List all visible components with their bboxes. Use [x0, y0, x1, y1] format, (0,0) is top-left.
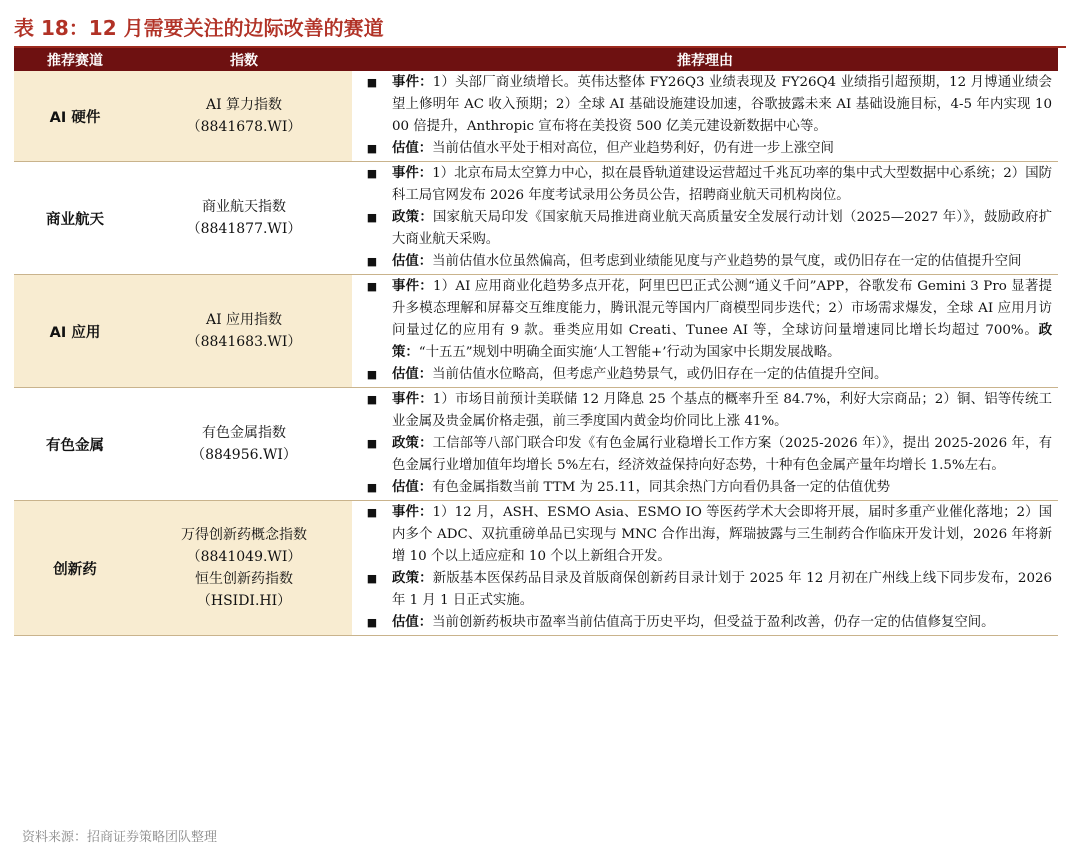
- bullet-text: 国家航天局印发《国家航天局推进商业航天高质量安全发展行动计划（2025—2027 年）》，鼓励政府扩大商业航天采购。: [392, 210, 1052, 247]
- square-bullet-icon: ■: [366, 393, 378, 406]
- sector-name: 创新药: [14, 501, 136, 636]
- reason-bullet: [352, 138, 1052, 160]
- index-code: （8841049.WI）: [186, 549, 302, 565]
- square-bullet-icon: ■: [366, 437, 378, 450]
- bullet-label: 估值：: [392, 615, 433, 630]
- square-bullet-icon: ■: [366, 211, 378, 224]
- square-bullet-icon: ■: [366, 280, 378, 293]
- reason-bullet: [352, 477, 1052, 499]
- table-row: [14, 388, 1058, 501]
- square-bullet-icon: ■: [366, 76, 378, 89]
- reason-cell: [352, 275, 1058, 388]
- table-row: [14, 162, 1058, 275]
- bullet-label: 估值：: [392, 254, 433, 269]
- bullet-text: 当前估值水平处于相对高位，但产业趋势利好，仍有进一步上涨空间: [432, 141, 834, 156]
- index-code: （8841678.WI）: [186, 119, 302, 135]
- sector-name: 商业航天: [14, 162, 136, 275]
- bullet-label: 估值：: [392, 367, 433, 382]
- index-name: 有色金属指数: [202, 425, 286, 441]
- index-name: 万得创新药概念指数: [181, 527, 307, 543]
- bullet-label: 事件：: [392, 392, 433, 407]
- index-cell: [136, 275, 352, 388]
- bullet-text: 工信部等八部门联合印发《有色金属行业稳增长工作方案（2025-2026 年）》，提出 2025-2026 年，有色金属行业增加值年均增长 5%左右，经济效益保持向好态势，十种有色金属产量年均增长 1.5%左右。: [392, 436, 1052, 473]
- bullet-label: 政策：: [392, 436, 433, 451]
- header-reason: 推荐理由: [352, 48, 1058, 71]
- reason-bullet: [352, 433, 1052, 477]
- bullet-label: 政策：: [392, 571, 433, 586]
- square-bullet-icon: ■: [366, 142, 378, 155]
- reason-bullet: [352, 72, 1052, 138]
- reason-bullet: [352, 389, 1052, 433]
- sector-name: AI 硬件: [14, 71, 136, 162]
- bullet-text: 当前创新药板块市盈率当前估值高于历史平均，但受益于盈利改善，仍存一定的估值修复空间。: [432, 615, 995, 630]
- index-cell: [136, 388, 352, 501]
- source-note: 资料来源：招商证券策略团队整理: [22, 830, 218, 845]
- index-cell: [136, 501, 352, 636]
- bullet-text: 当前估值水位虽然偏高，但考虑到业绩能见度与产业趋势的景气度，或仍旧存在一定的估值提升空间: [432, 254, 1022, 269]
- bullet-label: 事件：: [392, 75, 433, 90]
- square-bullet-icon: ■: [366, 368, 378, 381]
- reason-cell: [352, 162, 1058, 275]
- bullet-label: 估值：: [392, 141, 433, 156]
- reason-bullet: [352, 364, 1052, 386]
- index-cell: [136, 162, 352, 275]
- bullet-label: 事件：: [392, 279, 433, 294]
- table-row: [14, 501, 1058, 636]
- bullet-text: 1）市场目前预计美联储 12 月降息 25 个基点的概率升至 84.7%，利好大宗商品；2）铜、铝等传统工业金属及贵金属价格走强，前三季度国内黄金均价同比上涨 41%。: [392, 392, 1053, 429]
- reason-cell: [352, 388, 1058, 501]
- reason-cell: [352, 71, 1058, 162]
- table-row: [14, 71, 1058, 162]
- reason-cell: [352, 501, 1058, 636]
- sector-table: [14, 48, 1058, 636]
- square-bullet-icon: ■: [366, 167, 378, 180]
- bullet-label: 事件：: [392, 166, 433, 181]
- index-name: AI 应用指数: [205, 312, 283, 328]
- reason-bullet: [352, 163, 1052, 207]
- reason-bullet: [352, 276, 1052, 364]
- square-bullet-icon: ■: [366, 506, 378, 519]
- index-name: 恒生创新药指数: [195, 571, 293, 587]
- reason-bullet: [352, 207, 1052, 251]
- bullet-text: 1）12 月，ASH、ESMO Asia、ESMO IO 等医药学术大会即将开展，届时多重产业催化落地；2）国内多个 ADC、双抗重磅单品已实现与 MNC 合作出海，辉瑞披露与三生制药合作临床开发计划，2026 年将新增 10 个以上适应症和 10 个以上新组合开发。: [392, 505, 1052, 564]
- reason-bullet: [352, 502, 1052, 568]
- index-code: （8841877.WI）: [186, 221, 302, 237]
- table-row: [14, 275, 1058, 388]
- bullet-text-policy: “十五五”规划中明确全面实施‘人工智能+’行动为国家中长期发展战略。: [418, 345, 841, 360]
- bullet-label: 估值：: [392, 480, 433, 495]
- square-bullet-icon: ■: [366, 255, 378, 268]
- square-bullet-icon: ■: [366, 481, 378, 494]
- index-name: AI 算力指数: [205, 97, 283, 113]
- reason-bullet: [352, 251, 1052, 273]
- bullet-label: 事件：: [392, 505, 433, 520]
- square-bullet-icon: ■: [366, 572, 378, 585]
- reason-bullet: [352, 612, 1052, 634]
- sector-name: AI 应用: [14, 275, 136, 388]
- table-header-row: [14, 48, 1058, 71]
- table-title: 表 18：12 月需要关注的边际改善的赛道: [14, 16, 384, 40]
- index-cell: [136, 71, 352, 162]
- header-index: 指数: [136, 48, 352, 71]
- square-bullet-icon: ■: [366, 616, 378, 629]
- bullet-text: 1）北京布局太空算力中心，拟在晨昏轨道建设运营超过千兆瓦功率的集中式大型数据中心系统；2）国防科工局官网发布 2026 年度考试录用公务员公告，招聘商业航天司机构岗位。: [392, 166, 1052, 203]
- bullet-text: 新版基本医保药品目录及首版商保创新药目录计划于 2025 年 12 月初在广州线上线下同步发布，2026 年 1 月 1 日正式实施。: [392, 571, 1053, 608]
- header-sector: 推荐赛道: [14, 48, 136, 71]
- bullet-label: 政策：: [392, 210, 433, 225]
- bullet-text: 1）AI 应用商业化趋势多点开花，阿里巴巴正式公测“通义千问”APP，谷歌发布 Gemini 3 Pro 显著提升多模态理解和屏幕交互维度能力，腾讯混元等国内厂商模型同步迭代；2）市场需求爆发，全球 AI 应用月访问量过亿的应用有 9 款。垂类应用如 Creati、Tunee AI 等，全球访问量增速同比增长均超过 700%。: [392, 279, 1052, 338]
- bullet-text: 当前估值水位略高，但考虑产业趋势景气，或仍旧存在一定的估值提升空间。: [432, 367, 888, 382]
- reason-bullet: [352, 568, 1052, 612]
- bullet-label-policy: 政策：: [392, 323, 1052, 360]
- index-code: （8841683.WI）: [186, 334, 302, 350]
- index-code: （884956.WI）: [191, 447, 297, 463]
- index-name: 商业航天指数: [202, 199, 286, 215]
- bullet-text: 1）头部厂商业绩增长。英伟达整体 FY26Q3 业绩表现及 FY26Q4 业绩指引超预期，12 月博通业绩会望上修明年 AC 收入预期；2）全球 AI 基础设施建设加速，谷歌披露未来 AI 基础设施目标，4-5 年内实现 1000 倍提升，Anthropic 宣布将在美投资 500 亿美元建设新数据中心等。: [392, 75, 1052, 134]
- bullet-text: 有色金属指数当前 TTM 为 25.11，同其余热门方向看仍具备一定的估值优势: [432, 480, 891, 495]
- index-code: （HSIDI.HI）: [196, 593, 292, 609]
- sector-name: 有色金属: [14, 388, 136, 501]
